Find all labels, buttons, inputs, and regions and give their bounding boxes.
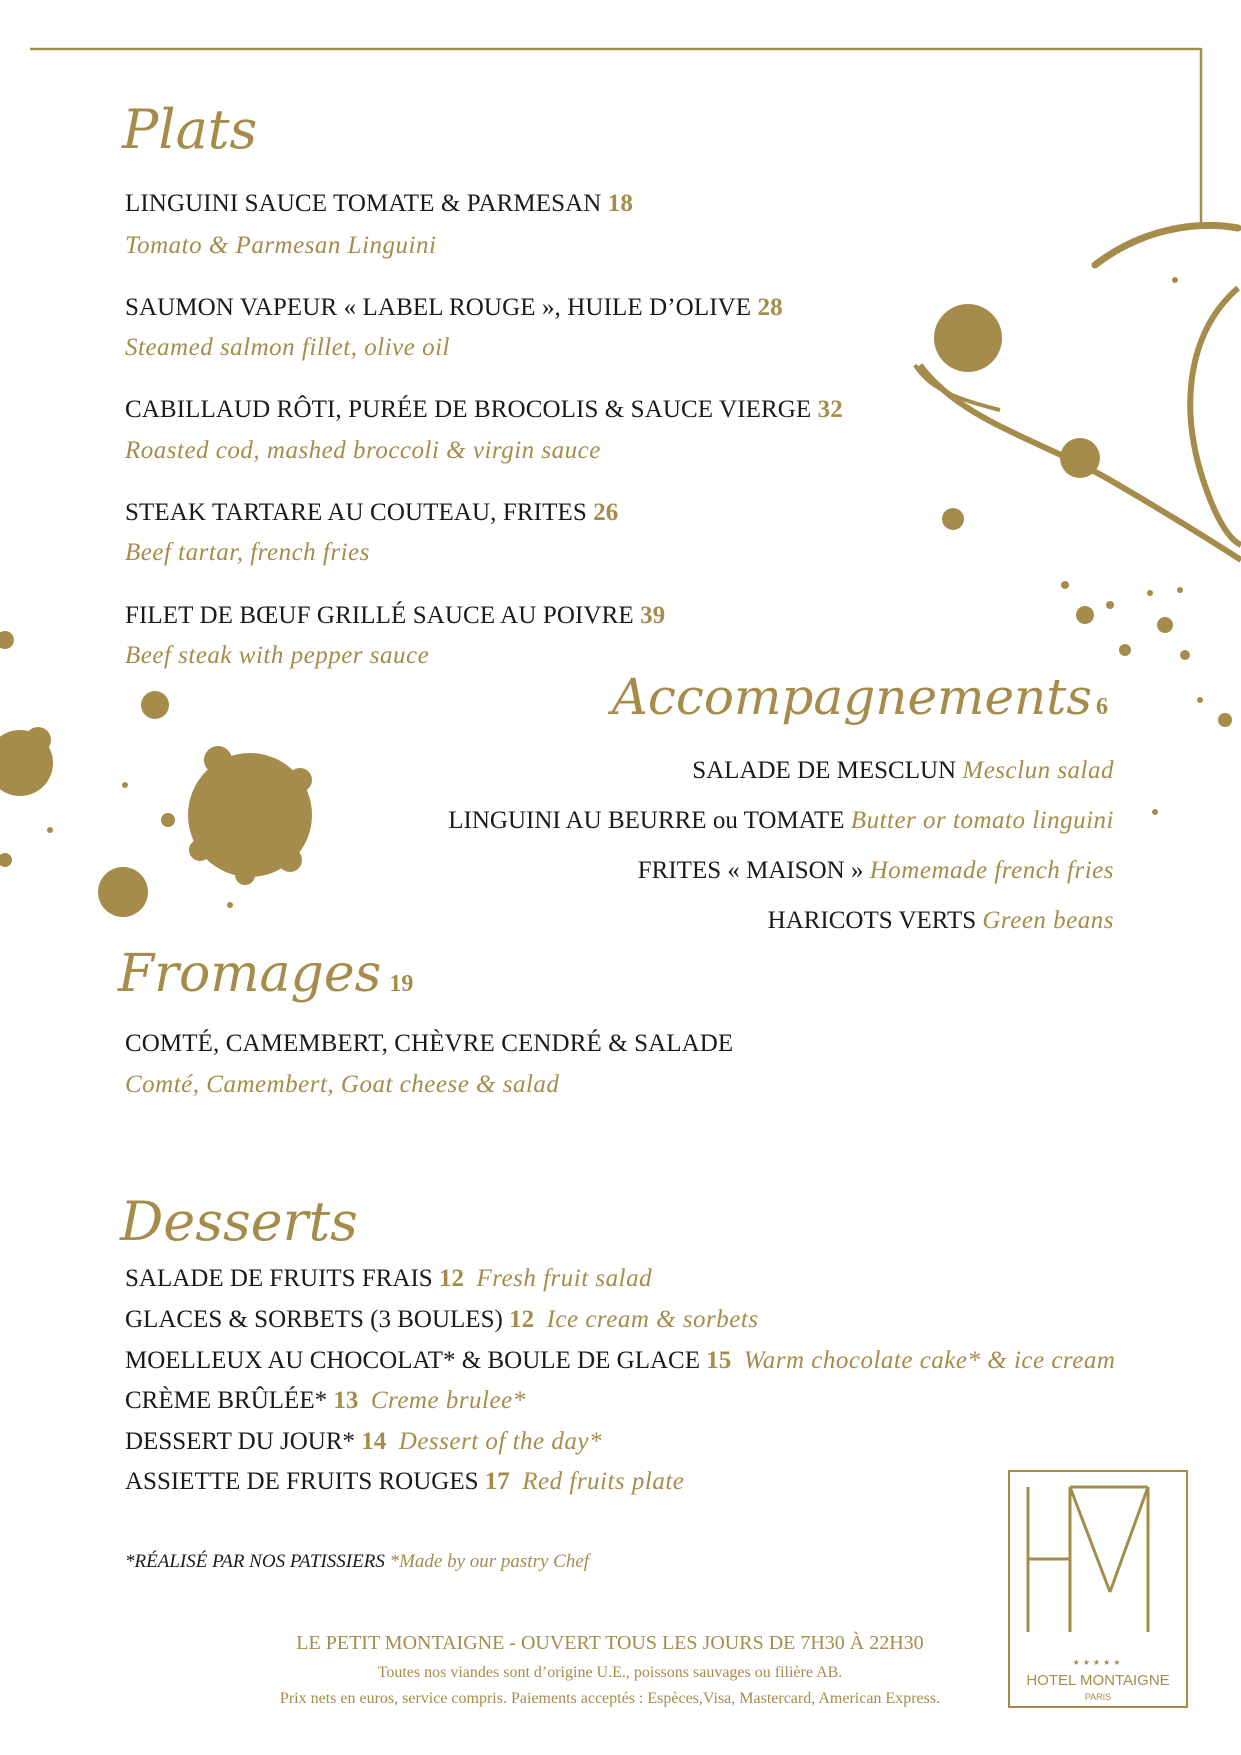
dessert-english: Red fruits plate (522, 1468, 685, 1495)
dessert-english: Dessert of the day* (398, 1428, 602, 1455)
dessert-price: 15 (706, 1347, 732, 1374)
section-price: 19 (389, 971, 414, 997)
dish-name: STEAK TARTARE AU COUTEAU, FRITES (125, 499, 587, 526)
logo-city: PARIS (1084, 1692, 1112, 1702)
plats-item-1-english: Tomato & Parmesan Linguini (125, 232, 437, 259)
plats-item-3 (125, 396, 843, 424)
dessert-name: MOELLEUX AU CHOCOLAT* & BOULE DE GLACE (125, 1347, 700, 1374)
dessert-item-2 (125, 1306, 759, 1334)
plats-item-4 (125, 499, 618, 527)
dessert-name: CRÈME BRÛLÉE* (125, 1387, 328, 1414)
side-item-2 (448, 807, 1114, 835)
dessert-item-5 (125, 1428, 602, 1456)
side-english: Butter or tomato linguini (850, 807, 1114, 834)
dessert-english: Fresh fruit salad (476, 1265, 653, 1292)
dessert-price: 12 (509, 1306, 535, 1333)
dish-price: 26 (593, 499, 619, 526)
dish-price: 28 (757, 294, 783, 321)
dessert-name: DESSERT DU JOUR* (125, 1428, 356, 1455)
pastry-note (125, 1551, 589, 1573)
dessert-item-6 (125, 1468, 684, 1496)
plats-item-4-english: Beef tartar, french fries (125, 539, 370, 566)
dish-price: 32 (817, 396, 843, 423)
pastry-note-en: *Made by our pastry Chef (389, 1551, 590, 1572)
plats-item-3-english: Roasted cod, mashed broccoli & virgin sauce (125, 437, 601, 464)
dessert-english: Warm chocolate cake* & ice cream (743, 1347, 1116, 1374)
fromages-item: COMTÉ, CAMEMBERT, CHÈVRE CENDRÉ & SALADE (125, 1030, 734, 1057)
plats-item-5 (125, 602, 665, 630)
logo-stars: ★★★★★ (1072, 1658, 1124, 1667)
dessert-item-4 (125, 1387, 526, 1415)
dish-name: CABILLAUD RÔTI, PURÉE DE BROCOLIS & SAUCE VIERGE (125, 396, 812, 423)
dessert-name: GLACES & SORBETS (3 BOULES) (125, 1306, 503, 1333)
hotel-logo (1008, 1470, 1188, 1708)
dish-name: FILET DE BŒUF GRILLÉ SAUCE AU POIVRE (125, 602, 634, 629)
plats-item-5-english: Beef steak with pepper sauce (125, 642, 430, 669)
side-item-1 (692, 757, 1114, 785)
plats-item-2-english: Steamed salmon fillet, olive oil (125, 334, 450, 361)
plats-item-1 (125, 190, 633, 218)
dish-price: 18 (607, 190, 633, 217)
side-name: LINGUINI AU BEURRE ou TOMATE (448, 807, 845, 834)
section-price: 6 (1096, 694, 1108, 720)
fromages-english: Comté, Camembert, Goat cheese & salad (125, 1071, 560, 1098)
section-title-text: Accompagnements (611, 668, 1092, 726)
dessert-price: 13 (333, 1387, 359, 1414)
plats-item-2 (125, 294, 783, 322)
footer-payment-note: Prix nets en euros, service compris. Paiements acceptés : Espèces,Visa, Mastercard, American Express. (279, 1690, 941, 1707)
dessert-name: SALADE DE FRUITS FRAIS (125, 1265, 433, 1292)
side-name: FRITES « MAISON » (637, 857, 864, 884)
pastry-note-fr: *RÉALISÉ PAR NOS PATISSIERS (125, 1551, 385, 1572)
dessert-english: Creme brulee* (370, 1387, 526, 1414)
dish-name: LINGUINI SAUCE TOMATE & PARMESAN (125, 190, 602, 217)
dish-price: 39 (640, 602, 666, 629)
dessert-price: 17 (484, 1468, 510, 1495)
dessert-price: 14 (361, 1428, 387, 1455)
section-title-fromages (118, 944, 413, 1004)
side-name: HARICOTS VERTS (767, 907, 977, 934)
section-title-text: Fromages (118, 944, 382, 1004)
side-item-3 (638, 857, 1114, 885)
dessert-item-3 (125, 1347, 1115, 1375)
side-name: SALADE DE MESCLUN (692, 757, 957, 784)
side-english: Homemade french fries (869, 857, 1114, 884)
logo-hotel-name: HOTEL MONTAIGNE (1026, 1672, 1170, 1689)
section-title-desserts: Desserts (120, 1190, 358, 1253)
side-item-4 (768, 907, 1114, 935)
hm-monogram-icon (1010, 1472, 1186, 1637)
dessert-price: 12 (438, 1265, 464, 1292)
side-english: Mesclun salad (962, 757, 1114, 784)
footer-opening-hours: LE PETIT MONTAIGNE - OUVERT TOUS LES JOURS DE 7H30 À 22H30 (296, 1632, 924, 1654)
side-english: Green beans (982, 907, 1114, 934)
section-title-accompagnements (612, 668, 1108, 726)
dessert-english: Ice cream & sorbets (546, 1306, 759, 1333)
footer-origin-note: Toutes nos viandes sont d’origine U.E., poissons sauvages ou filière AB. (377, 1664, 843, 1681)
dessert-item-1 (125, 1265, 652, 1293)
section-title-plats: Plats (122, 98, 258, 161)
dish-name: SAUMON VAPEUR « LABEL ROUGE », HUILE D’OLIVE (125, 294, 752, 321)
dessert-name: ASSIETTE DE FRUITS ROUGES (125, 1468, 479, 1495)
